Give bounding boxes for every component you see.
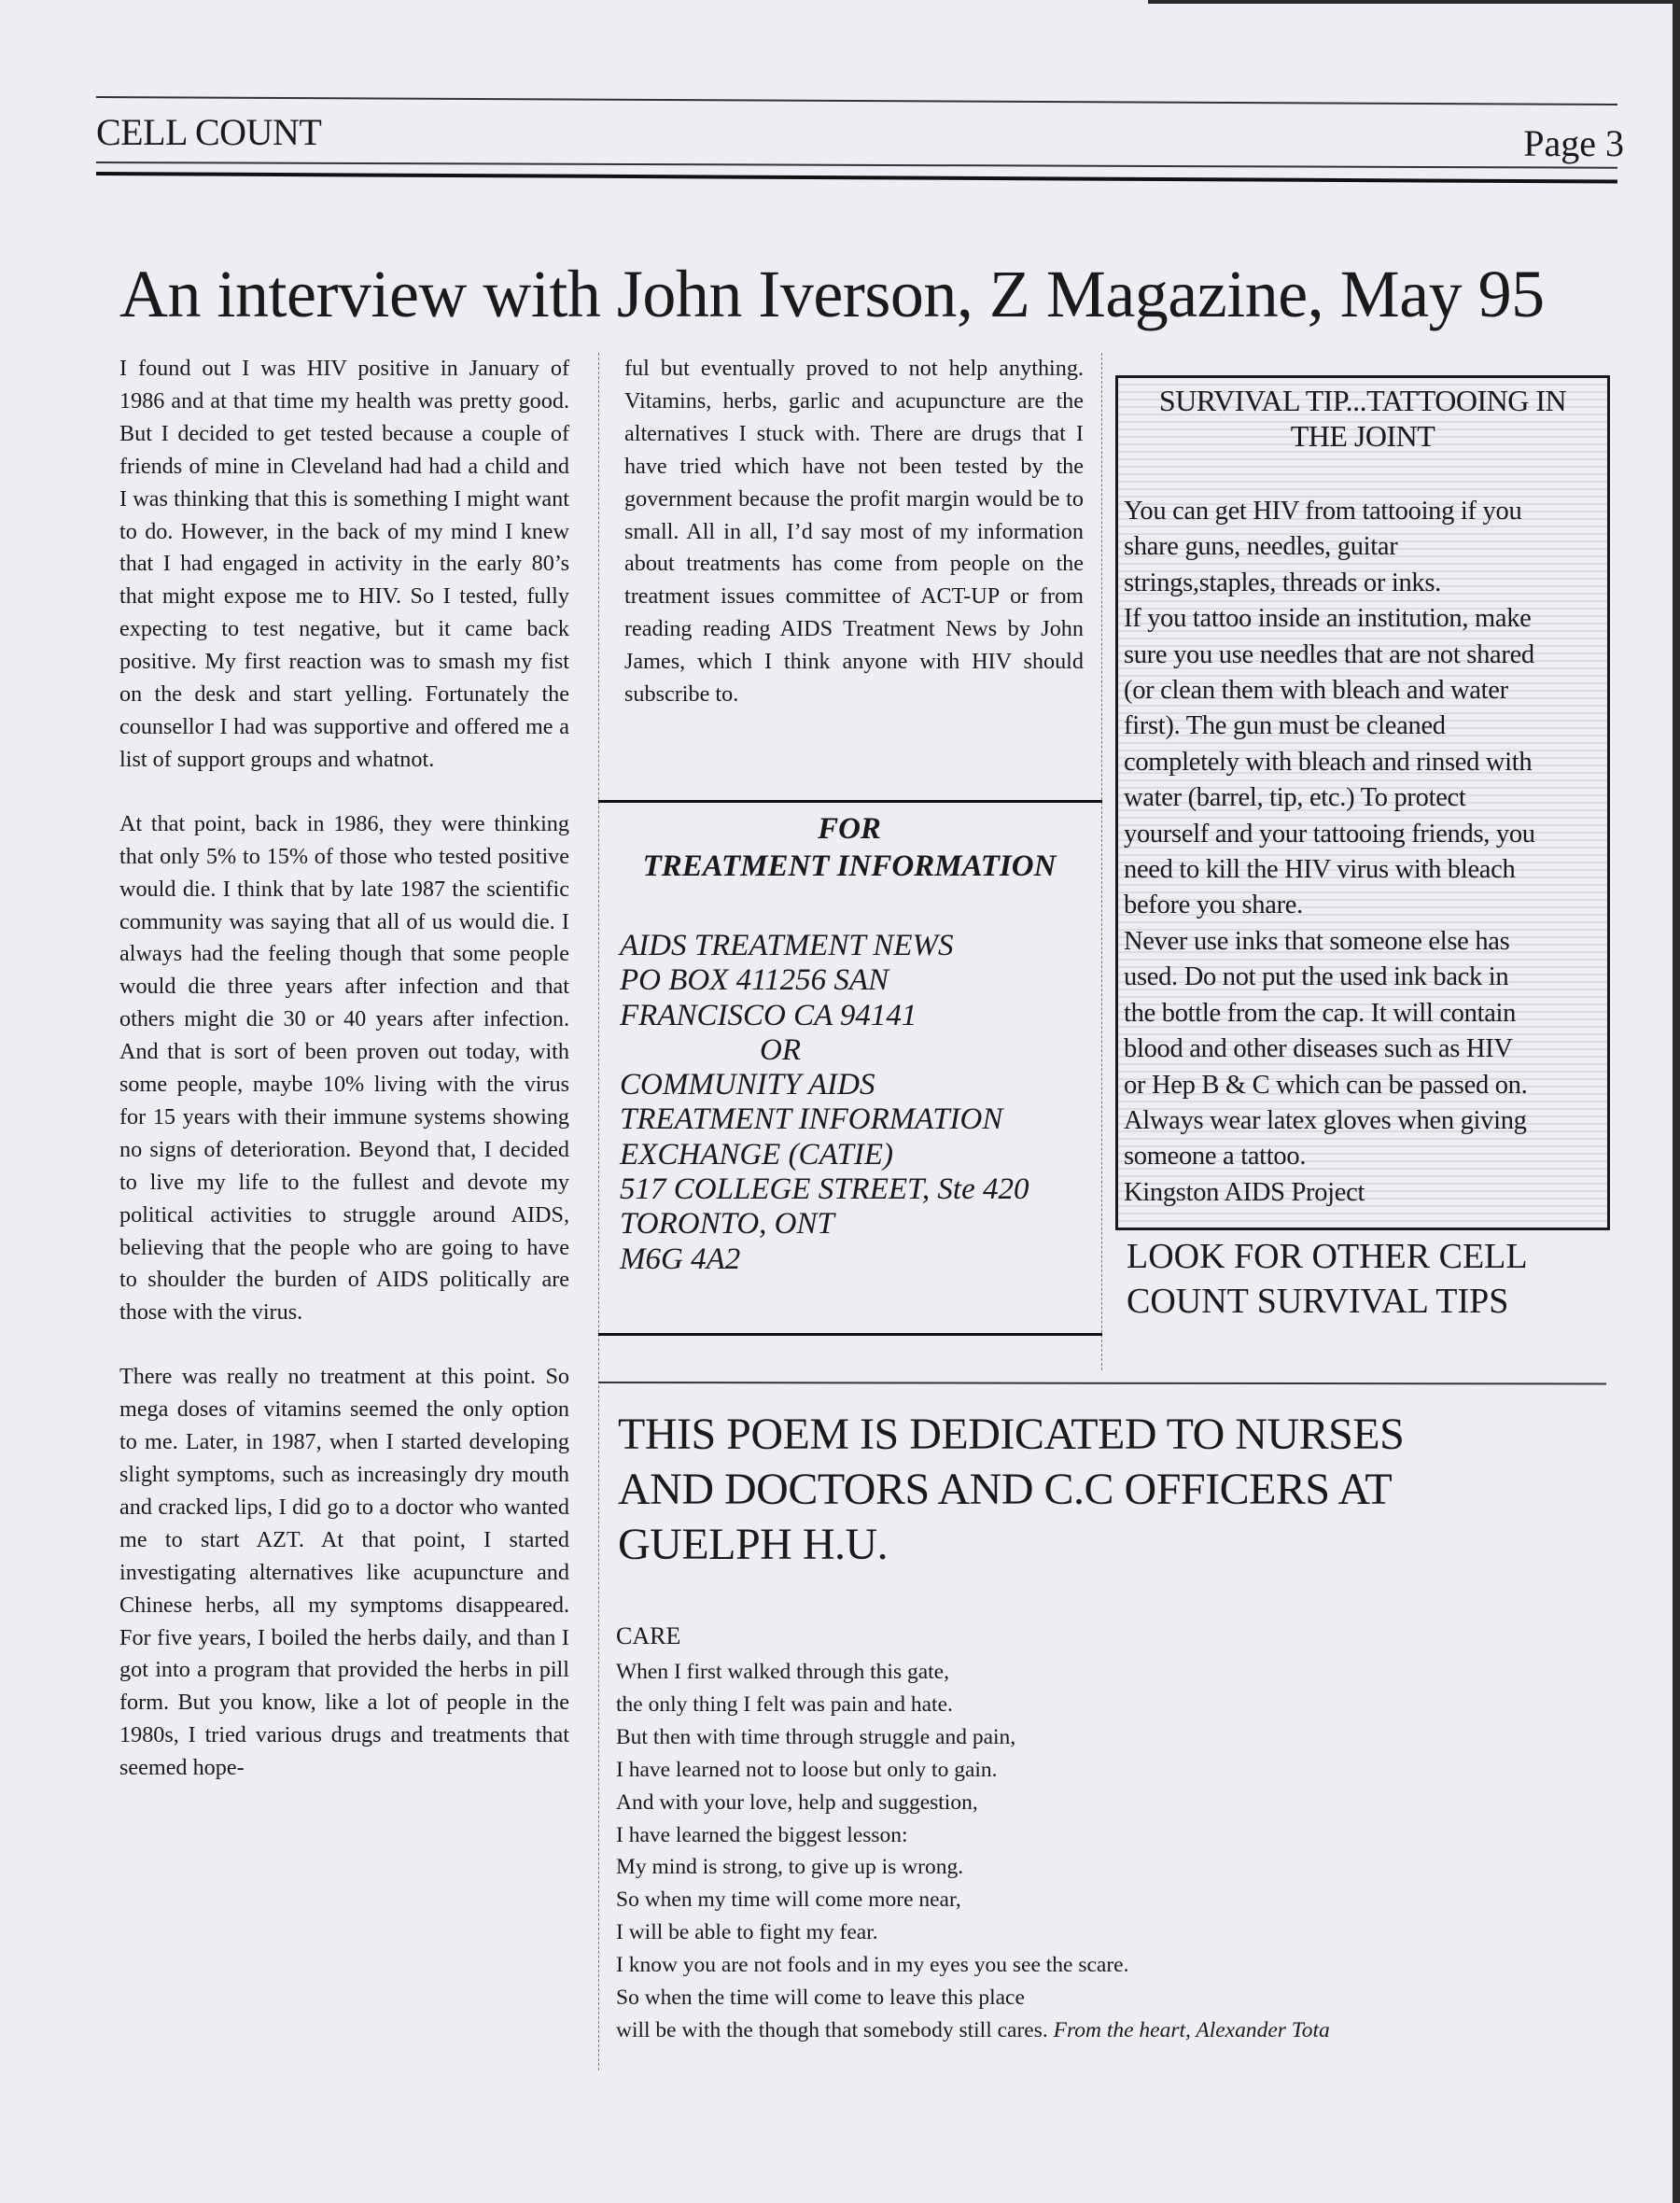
poem-top-rule (598, 1382, 1606, 1385)
article-headline: An interview with John Iverson, Z Magazine, May 95 (119, 257, 1545, 331)
poem-last-line (616, 2014, 1652, 2047)
tip-line: before you share. (1124, 891, 1303, 920)
address-line: M6G 4A2 (620, 1242, 741, 1276)
address-line: PO BOX 411256 SAN (620, 963, 889, 998)
tip-line: or Hep B & C which can be passed on. (1124, 1070, 1528, 1100)
survival-tip-title: SURVIVAL TIP...TATTOOING IN THE JOINT (1158, 384, 1567, 453)
treatment-info-title: FOR TREATMENT INFORMATION (642, 812, 1057, 883)
tip-line: yourself and your tattooing friends, you (1124, 819, 1535, 849)
tip-line: If you tattoo inside an institution, make (1124, 604, 1532, 634)
poem-line: I have learned not to loose but only to gain. (616, 1757, 998, 1782)
tip-line: someone a tattoo. (1124, 1142, 1307, 1172)
tip-line: sure you use needles that are not shared (1124, 639, 1534, 669)
article-paragraph: At that point, back in 1986, they were thinking that only 5% to 15% of those who tested positive would die. I think that by late 1987 the scientific community was saying that all of us would die. I always had the feeling though that some people would die three years after infection and that others might die 30 or 40 years after infection. And that is sort of been proven out today, with some people, maybe 10% living with the virus for 15 years with their immune systems showing no signs of deterioration. Beyond that, I decided to live my life to the fullest and devote my political activities to struggle around AIDS, believing that the people who are going to have to shoulder the burden of AIDS politically are those with the virus. (119, 810, 569, 1326)
article-paragraph: ful but eventually proved to not help anything. Vitamins, herbs, garlic and acupuncture are the alternatives I stuck with. There are drugs that I have tried which have not been tested by the government because the profit margin would be to small. All in all, I’d say most of my information about treatments has come from people on the treatment issues committee of ACT-UP or from reading reading AIDS Treatment News by John James, which I think anyone with HIV should subscribe to. (624, 356, 1084, 708)
poem-line: I know you are not fools and in my eyes you see the scare. (616, 1953, 1129, 1978)
poem-line: And with your love, help and suggestion, (616, 1789, 978, 1815)
poem-line: But then with time through struggle and pain, (616, 1724, 1016, 1749)
poem-line: So when my time will come more near, (616, 1887, 961, 1913)
poem-body (616, 1656, 1652, 2047)
poem-line: When I first walked through this gate, (616, 1660, 949, 1684)
tip-line: completely with bleach and rinsed with (1124, 747, 1533, 777)
poem-line: I will be able to fight my fear. (616, 1920, 878, 1945)
poem-line: My mind is strong, to give up is wrong. (616, 1855, 964, 1880)
treatment-top-rule (598, 800, 1102, 803)
tip-line: first). The gun must be cleaned (1124, 711, 1446, 741)
survival-tip-box (1115, 375, 1610, 1230)
article-paragraph: I found out I was HIV positive in January of 1986 and at that time my health was pretty good. But I decided to get tested because a couple of friends of mine in Cleveland had had a child and I was thinking that this is something I might want to do. However, in the back of my mind I knew that I had engaged in activity in the early 80’s that might expose me to HIV. So I tested, fully expecting to test negative, but it came back positive. My first reaction was to smash my fist on the desk and start yelling. Fortunately the counsellor I had was supportive and offered me a list of support groups and whatnot. (119, 356, 569, 772)
tip-line: strings,staples, threads or inks. (1124, 568, 1441, 597)
tip-line: used. Do not put the used ink back in (1124, 962, 1509, 992)
poem-title: CARE (616, 1622, 681, 1649)
address-line: 517 COLLEGE STREET, Ste 420 (620, 1172, 1029, 1207)
scan-top-shadow (1148, 0, 1680, 4)
tip-line: the bottle from the cap. It will contain (1124, 998, 1517, 1028)
treatment-address-block (620, 929, 1105, 1277)
column-divider (598, 353, 599, 2070)
tip-line: Never use inks that someone else has (1124, 926, 1510, 956)
tip-line: need to kill the HIV virus with bleach (1124, 855, 1516, 885)
tip-source: Kingston AIDS Project (1124, 1177, 1365, 1207)
scan-edge-shadow (1673, 0, 1680, 2203)
address-line: TORONTO, ONT (620, 1207, 834, 1242)
article-column-2 (624, 353, 1084, 711)
address-line: TREATMENT INFORMATION (620, 1102, 1003, 1137)
tip-line: water (barrel, tip, etc.) To protect (1124, 783, 1466, 813)
tip-line: (or clean them with bleach and water (1124, 676, 1508, 706)
poem-dedication: THIS POEM IS DEDICATED TO NURSES AND DOCTORS AND C.C OFFICERS AT GUELPH H.U. (618, 1410, 1405, 1569)
poem-line: I have learned the biggest lesson: (616, 1822, 908, 1847)
header-thin-rule (96, 161, 1617, 169)
address-line: COMMUNITY AIDS (620, 1068, 875, 1102)
header-thick-rule (96, 172, 1617, 184)
survival-tips-note: LOOK FOR OTHER CELL COUNT SURVIVAL TIPS (1127, 1237, 1528, 1321)
address-line: EXCHANGE (CATIE) (620, 1137, 893, 1172)
address-line: FRANCISCO CA 94141 (620, 998, 917, 1032)
poem-line: So when the time will come to leave this place (616, 1986, 1025, 2011)
tip-line: share guns, needles, guitar (1124, 532, 1398, 562)
tip-line: Always wear latex gloves when giving (1124, 1105, 1527, 1135)
header-top-rule (96, 96, 1617, 105)
page-number: Page 3 (1523, 122, 1624, 164)
survival-tip-body (1124, 494, 1604, 1211)
poem-line: the only thing I felt was pain and hate. (616, 1691, 953, 1717)
address-or: OR (760, 1032, 801, 1067)
poem-line: will be with the though that somebody still cares. (616, 2017, 1048, 2042)
address-line: AIDS TREATMENT NEWS (620, 929, 954, 962)
article-paragraph: There was really no treatment at this point. So mega doses of vitamins seemed the only option to me. Later, in 1987, when I started developing slight symptoms, such as increasingly dry mouth and cracked lips, I did go to a doctor who wanted me to start AZT. At that point, I started investigating alternatives like acupuncture and Chinese herbs, all my symptoms disappeared. For five years, I boiled the herbs daily, and than I got into a program that provided the herbs in pill form. But you know, like a lot of people in the 1980s, I tried various drugs and treatments that seemed hope- (119, 1364, 569, 1781)
poem-signature: From the heart, Alexander Tota (1053, 2017, 1330, 2042)
publication-name: CELL COUNT (96, 111, 322, 153)
tip-line: blood and other diseases such as HIV (1124, 1034, 1513, 1064)
tip-line: You can get HIV from tattooing if you (1124, 497, 1522, 526)
article-column-1 (119, 353, 569, 1785)
treatment-bottom-rule (598, 1333, 1102, 1336)
